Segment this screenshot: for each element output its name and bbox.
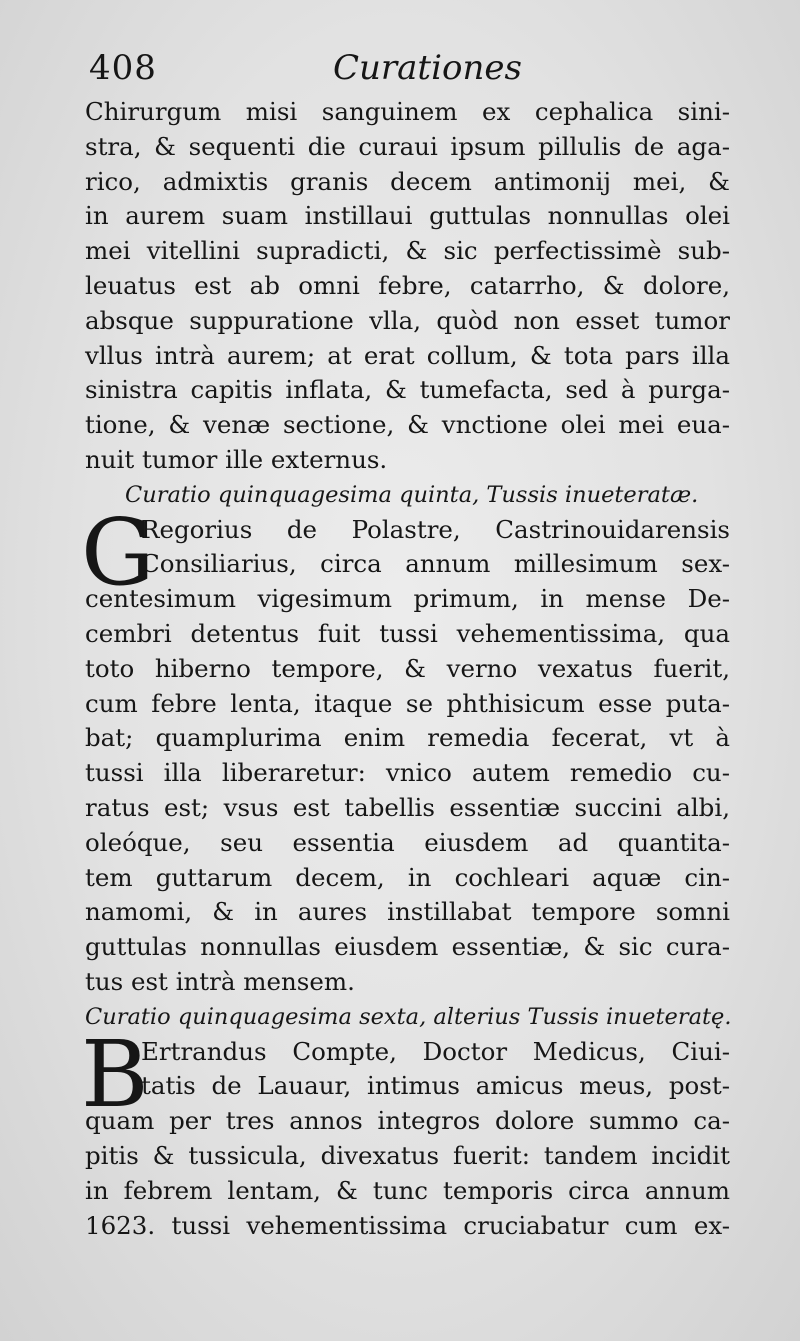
text-line: tussi illa liberaretur: vnico autem remedio cu- [85,758,730,788]
text-line: toto hiberno tempore, & verno vexatus fuerit, [85,653,730,683]
drop-cap: G [81,498,155,606]
text-line: tione, & venæ sectione, & vnctione olei mei eua- [85,410,730,440]
text-line: leuatus est ab omni febre, catarrho, & dolore, [85,270,730,300]
text-line: sinistra capitis inflata, & tumefacta, sed à purga- [85,375,730,405]
text-line: centesimum vigesimum primum, in mense De- [85,584,730,614]
text-line: in aurem suam instillaui guttulas nonnullas olei [85,201,730,231]
text-line: pitis & tussicula, divexatus fuerit: tandem incidit [85,1140,730,1170]
section-heading: Curatio quinquagesima sexta, alterius Tussis inueteratę. [85,1003,732,1030]
text-line: cum febre lenta, itaque se phthisicum esse puta- [85,688,730,718]
section-heading: Curatio quinquagesima quinta, Tussis inueteratæ. [125,481,699,508]
text-line: namomi, & in aures instillabat tempore somni [85,897,730,927]
text-line: quam per tres annos integros dolore summo ca- [85,1106,730,1136]
text-line: oleóque, seu essentia eiusdem ad quantita- [85,827,730,857]
text-line: tem guttarum decem, in cochleari aquæ cin- [85,862,730,892]
section-curatio-56 [81,1000,732,1244]
text-line: nuit tumor ille externus. [85,444,388,474]
text-line: guttulas nonnullas eiusdem essentiæ, & sic cura- [85,932,730,962]
text-line: tatis de Lauaur, intimus amicus meus, post- [141,1071,730,1101]
page-number: 408 [89,48,157,88]
text-line: mei vitellini supradicti, & sic perfectissimè sub- [85,236,730,266]
running-title: Curationes [333,48,522,88]
text-line: rico, admixtis granis decem antimonij mei, & [85,166,730,196]
text-line: absque suppuratione vlla, quòd non esset tumor [85,305,730,335]
text-line: Regorius de Polastre, Castrinouidarensis [141,514,730,544]
text-line: tus est intrà mensem. [85,966,355,996]
text-line: bat; quamplurima enim remedia fecerat, vt à [85,723,730,753]
paragraph-continuation [85,95,730,478]
text-line: 1623. tussi vehementissima cruciabatur cum ex- [85,1210,730,1240]
text-line: cembri detentus fuit tussi vehementissima, qua [85,618,730,648]
text-line: Ertrandus Compte, Doctor Medicus, Ciui- [141,1036,730,1066]
text-line: Chirurgum misi sanguinem ex cephalica sini- [85,97,730,126]
text-line: vllus intrà aurem; at erat collum, & tota pars illa [85,340,730,370]
text-line: stra, & sequenti die curaui ipsum pillulis de aga- [85,131,730,161]
text-line: in febrem lentam, & tunc temporis circa annum [85,1175,730,1205]
drop-cap: B [81,1020,149,1128]
page-header [85,44,725,94]
section-curatio-55 [81,478,730,1000]
text-line: ratus est; vsus est tabellis essentiæ succini albi, [85,792,730,822]
body-text [81,95,732,1243]
text-line: Consiliarius, circa annum millesimum sex- [141,549,730,579]
